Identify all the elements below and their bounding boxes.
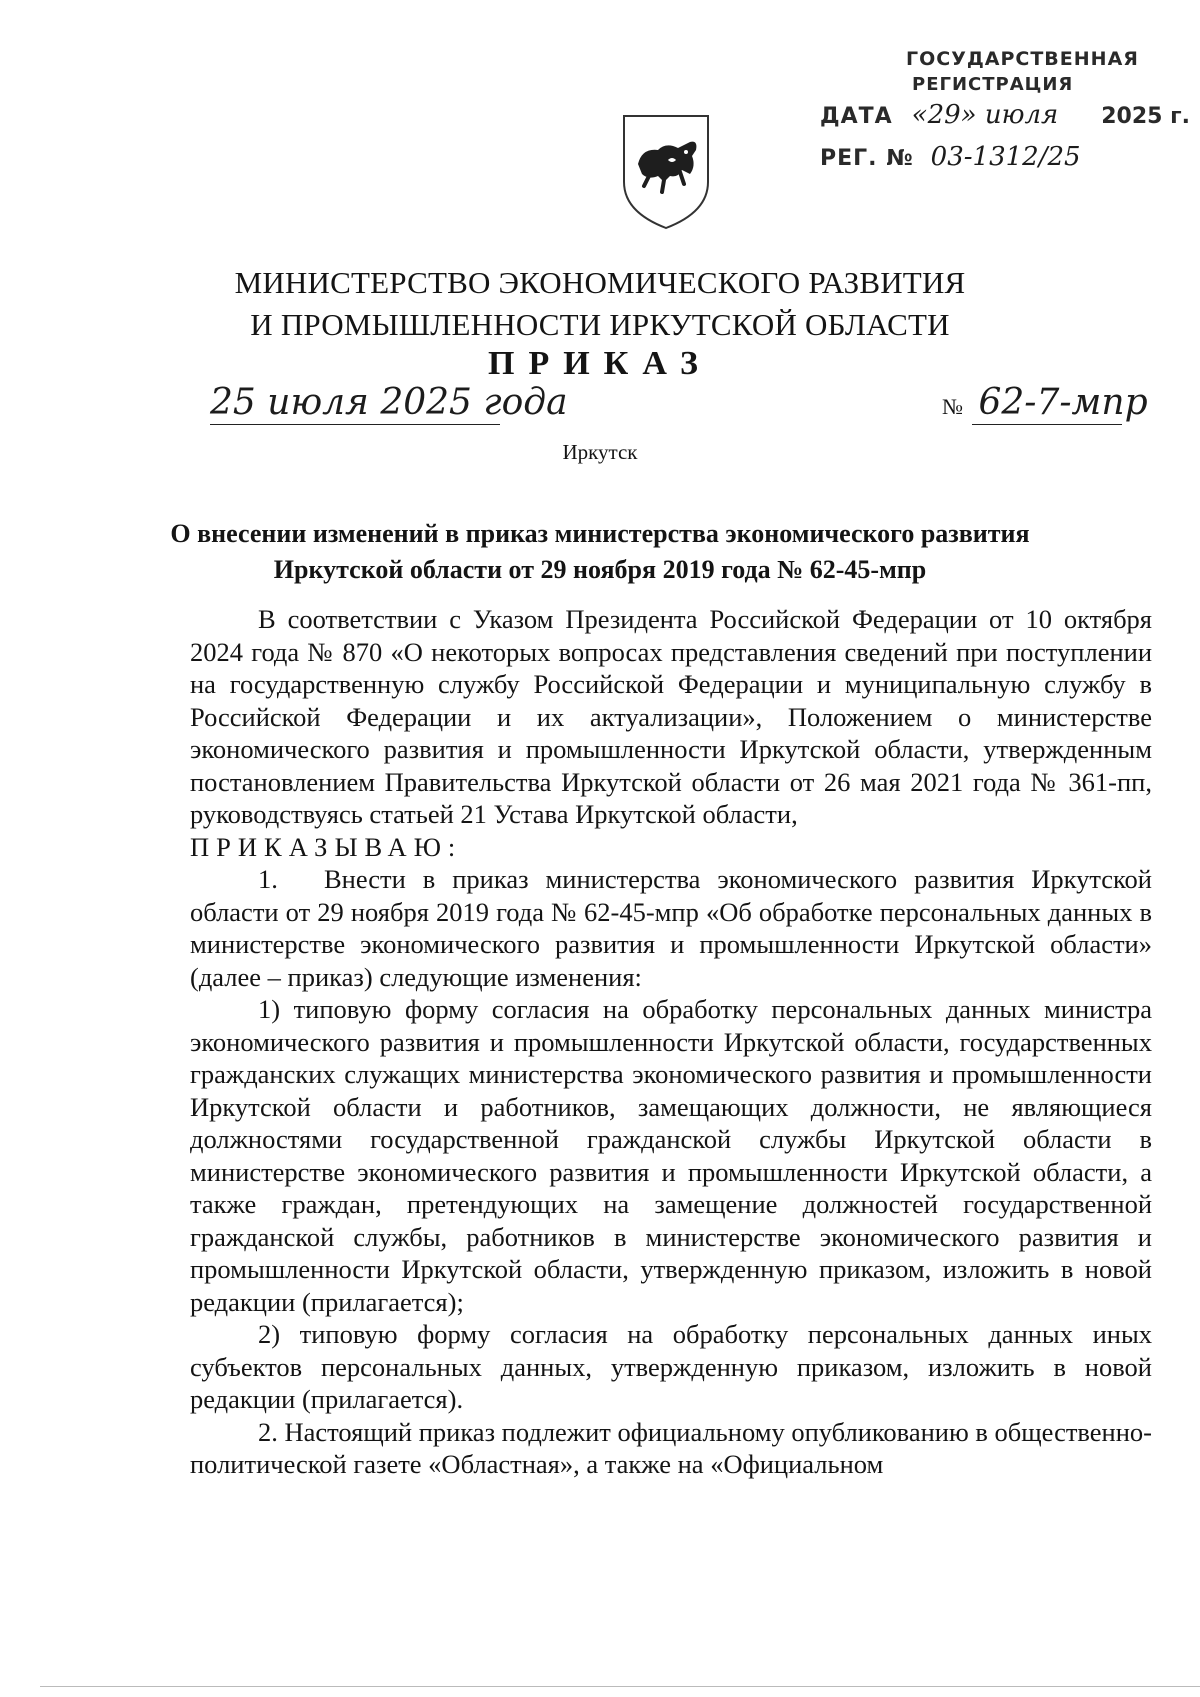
order-number-underline [972,424,1122,425]
stamp-date-row [820,100,1190,130]
order-number [942,382,1148,423]
subitem-2-paragraph: 2) типовую форму согласия на обработку персональных данных иных субъектов персональных данных, утвержденную приказом, изложить в новой редакции (прилагается). [190,1319,1152,1414]
item-1-paragraph [190,863,1152,993]
subject-line1: О внесении изменений в приказ министерства экономического развития [170,519,1030,548]
ministry-name [0,262,1200,346]
order-date-underline [210,424,500,425]
city-name: Иркутск [562,440,638,464]
item-1-text: Внести в приказ министерства экономического развития Иркутской области от 29 ноября 2019 года № 62-45-мпр «Об обработке персональных данных в министерстве экономического развития и промышленности Иркутской области» (далее – приказ) следующие изменения: [190,864,1152,992]
stamp-year: 2025 г. [1101,104,1190,129]
document-type-title: ПРИКАЗ [488,345,712,382]
order-date-handwritten: 25 июля 2025 года [210,382,568,423]
order-number-label: № [942,394,963,419]
page-bottom-edge [40,1686,1200,1687]
subject-line2: Иркутской области от 29 ноября 2019 года № 62-45-мпр [273,555,927,584]
stamp-date-label: ДАТА [820,104,893,129]
coat-of-arms-icon [620,112,712,232]
stamp-line2: РЕГИСТРАЦИЯ [912,74,1074,95]
document-body [190,603,1152,1481]
order-word: ПРИКАЗЫВАЮ: [190,831,463,862]
stamp-line1: ГОСУДАРСТВЕННАЯ [906,48,1139,70]
ministry-line1: МИНИСТЕРСТВО ЭКОНОМИЧЕСКОГО РАЗВИТИЯ [234,265,966,300]
stamp-reg-row [820,142,1081,172]
order-number-handwritten: 62-7-мпр [978,382,1148,423]
stamp-reg-label: РЕГ. № [820,146,914,171]
ministry-line2: И ПРОМЫШЛЕННОСТИ ИРКУТСКОЙ ОБЛАСТИ [250,307,950,342]
item-1-number: 1. [258,864,278,894]
item-2-paragraph: 2. Настоящий приказ подлежит официальному опубликованию в общественно-политической газете «Областная», а также на «Официальном [190,1416,1152,1479]
order-date [210,382,568,423]
subitem-1-paragraph: 1) типовую форму согласия на обработку персональных данных министра экономического развития и промышленности Иркутской области, государственных гражданских служащих министерства экономического развития и промышленности Иркутской области и работников, замещающих должности, не являющиеся должностями государственной гражданской службы Иркутской области в министерстве экономического развития и промышленности Иркутской области, а также граждан, претендующих на замещение должностей государственной гражданской службы, работников в министерстве экономического развития и промышленности Иркутской области, утвержденную приказом, изложить в новой редакции (прилагается); [190,994,1152,1317]
stamp-reg-handwritten: 03-1312/25 [930,142,1081,172]
preamble-paragraph: В соответствии с Указом Президента Российской Федерации от 10 октября 2024 года № 870 «О некоторых вопросах представления сведений при поступлении на государственную службу Российской Федерации и муниципальную службу в Российской Федерации и их актуализации», Положением о министерстве экономического развития и промышленности Иркутской области, утвержденным постановлением Правительства Иркутской области от 26 мая 2021 года № 361-пп, руководствуясь статьей 21 Устава Иркутской области, [190,604,1152,829]
stamp-date-handwritten: «29» июля [911,100,1059,130]
document-subject [150,516,1050,588]
